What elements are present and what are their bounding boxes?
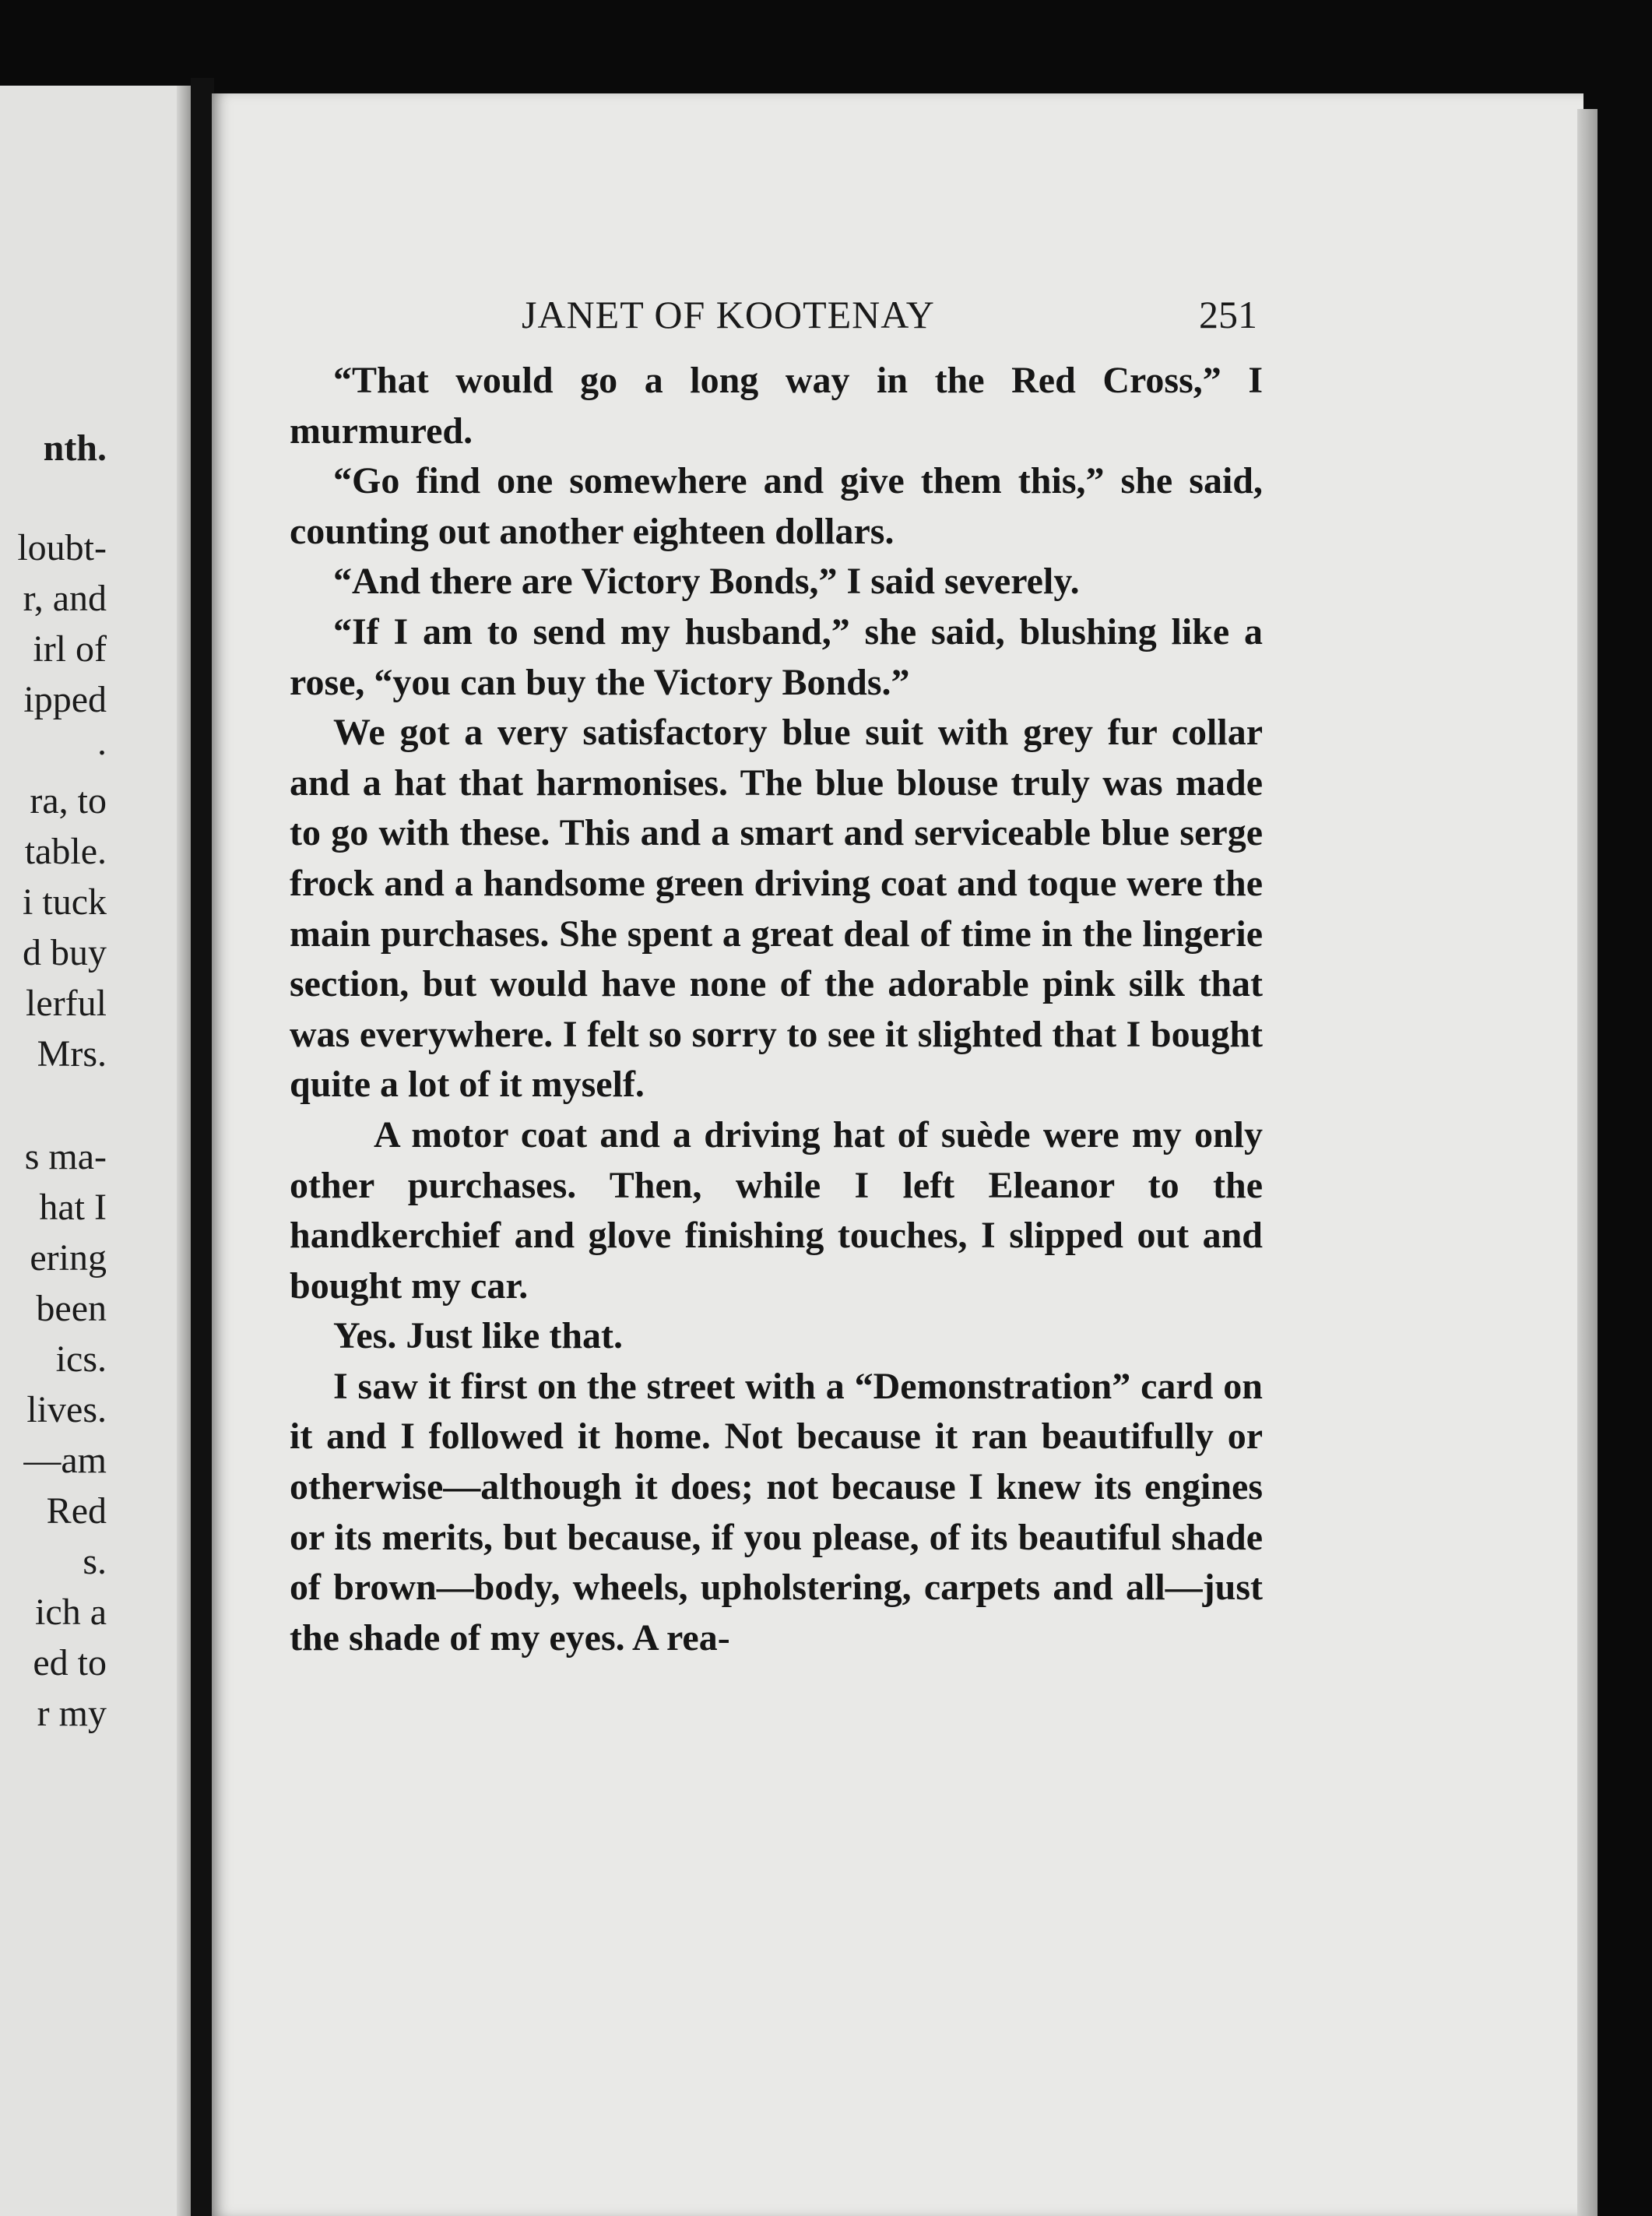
paragraph: We got a very satisfactory blue suit with grey fur collar and a hat that harmonises. The blue blouse truly was made to go with these. This and a smart and serviceable blue serge frock and a handsome green driving coat and toque were the main purchases. She spent a great deal of time in the lingerie section, but would have none of the adorable pink silk that was everywhere. I felt so sorry to see it slighted that I bought quite a lot of it myself. [290,712,1263,1106]
left-page-line: r, and [23,578,107,619]
left-page-line: lives. [26,1389,107,1430]
left-page-line: nth. [43,427,107,469]
paragraph: “Go find one somewhere and give them this,” she said, counting out another eighteen dollars. [290,460,1263,552]
running-header [212,292,1583,346]
left-page-line: ics. [55,1338,107,1380]
running-header-title: JANET OF KOOTENAY [522,293,935,336]
left-page-line: hat I [39,1187,107,1228]
page-fold-shadow [177,86,191,2216]
left-page-line: s ma- [24,1136,107,1177]
paragraph: “And there are Victory Bonds,” I said severely. [333,561,1080,603]
left-page-line: i tuck [23,881,107,923]
left-page-line: ra, to [30,780,107,821]
left-page-line: r my [37,1693,107,1734]
page-edge [1577,109,1598,2216]
left-page-line: ipped [23,679,107,720]
paragraph: I saw it first on the street with a “Demonstration” card on it and I followed it home. Not because it ran beautifully or otherwise—although it does; not because I knew its engines or its merits, but because, if you please, of its beautiful shade of brown—body, wheels, upholstering, carpets and all—just the shade of my eyes. A rea- [290,1365,1263,1658]
left-page-line: —am [23,1440,107,1481]
book-gutter [191,78,214,2216]
right-page [212,93,1583,2216]
left-page-line: ering [30,1237,107,1279]
left-page-line: loubt- [17,527,107,568]
left-page-line: lerful [26,983,107,1024]
left-page-line: d buy [23,932,107,973]
paragraph: “If I am to send my husband,” she said, blushing like a rose, “you can buy the Victory Bonds.” [290,610,1263,703]
paragraph: “That would go a long way in the Red Cross,” I murmured. [290,360,1263,452]
left-page-line: ed to [33,1642,107,1683]
body-text [290,356,1263,1663]
left-page-line: been [36,1288,107,1329]
left-page-line: ich a [35,1592,107,1633]
left-page-line: Mrs. [37,1033,107,1075]
left-page-line: Red [46,1490,107,1532]
left-page-line: s. [83,1541,107,1582]
paragraph: A motor coat and a driving hat of suède were my only other purchases. Then, while I left Eleanor to the handkerchief and glove finishing touches, I slipped out and bought my car. [290,1113,1263,1307]
left-page-line: . [97,722,107,763]
paragraph: Yes. Just like that. [333,1315,624,1357]
left-facing-page [0,86,191,2216]
left-page-line: irl of [33,628,107,670]
page-number: 251 [1199,293,1257,336]
left-page-line: table. [24,831,107,872]
